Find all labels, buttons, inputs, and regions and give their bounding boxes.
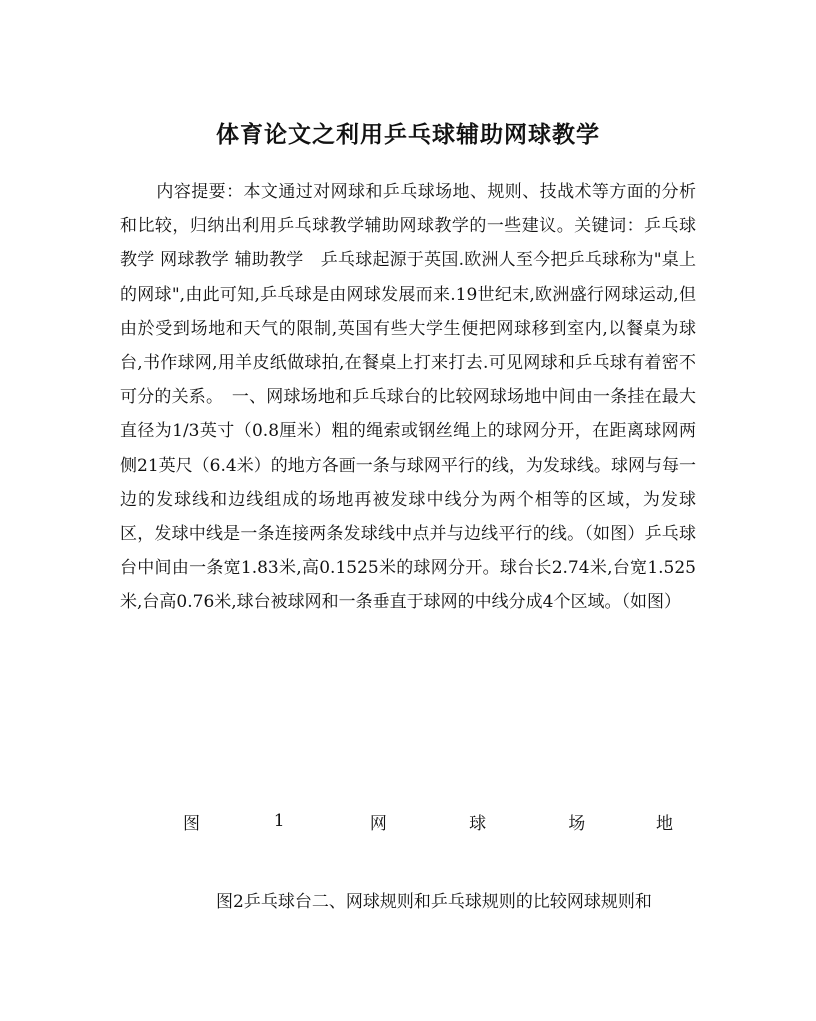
figure1-caption-char: 图 [183, 813, 200, 834]
figure1-caption-char: 1 [273, 811, 285, 831]
body-paragraph [120, 175, 696, 620]
document-title: 体育论文之利用乒乓球辅助网球教学 [216, 121, 600, 149]
body-paragraph-text: 内容提要：本文通过对网球和乒乓球场地、规则、技战术等方面的分析和比较，归纳出利用乒乓球教学辅助网球教学的一些建议。关键词：乒乓球教学 网球教学 辅助教学 乒乓球起源于英国.欧洲人至今把乒乓球称为"桌上的网球",由此可知,乒乓球是由网球发展而来.19世纪末,欧洲盛行网球运动,但由於受到场地和天气的限制,英国有些大学生便把网球移到室内,以餐桌为球台,书作球网,用羊皮纸做球拍,在餐桌上打来打去.可见网球和乒乓球有着密不可分的关系。 一、网球场地和乒乓球台的比较网球场地中间由一条挂在最大直径为1/3英寸（0.8厘米）粗的绳索或钢丝绳上的球网分开，在距离球网两侧21英尺（6.4米）的地方各画一条与球网平行的线，为发球线。球网与每一边的发球线和边线组成的场地再被发球中线分为两个相等的区域，为发球区，发球中线是一条连接两条发球线中点并与边线平行的线。（如图）乒乓球台中间由一条宽1.83米,高0.1525米的球网分开。球台长2.74米,台宽1.525米,台高0.76米,球台被球网和一条垂直于球网的中线分成4个区域。（如图） [120, 182, 696, 613]
figure1-caption-char: 球 [469, 813, 487, 834]
figure2-caption-line: 图2乒乓球台二、网球规则和乒乓球规则的比较网球规则和 [216, 892, 652, 912]
figure1-caption-char: 地 [655, 813, 673, 834]
figure1-caption-char: 场 [568, 813, 586, 834]
figure1-caption [120, 805, 696, 837]
figure1-caption-char: 网 [369, 813, 387, 834]
